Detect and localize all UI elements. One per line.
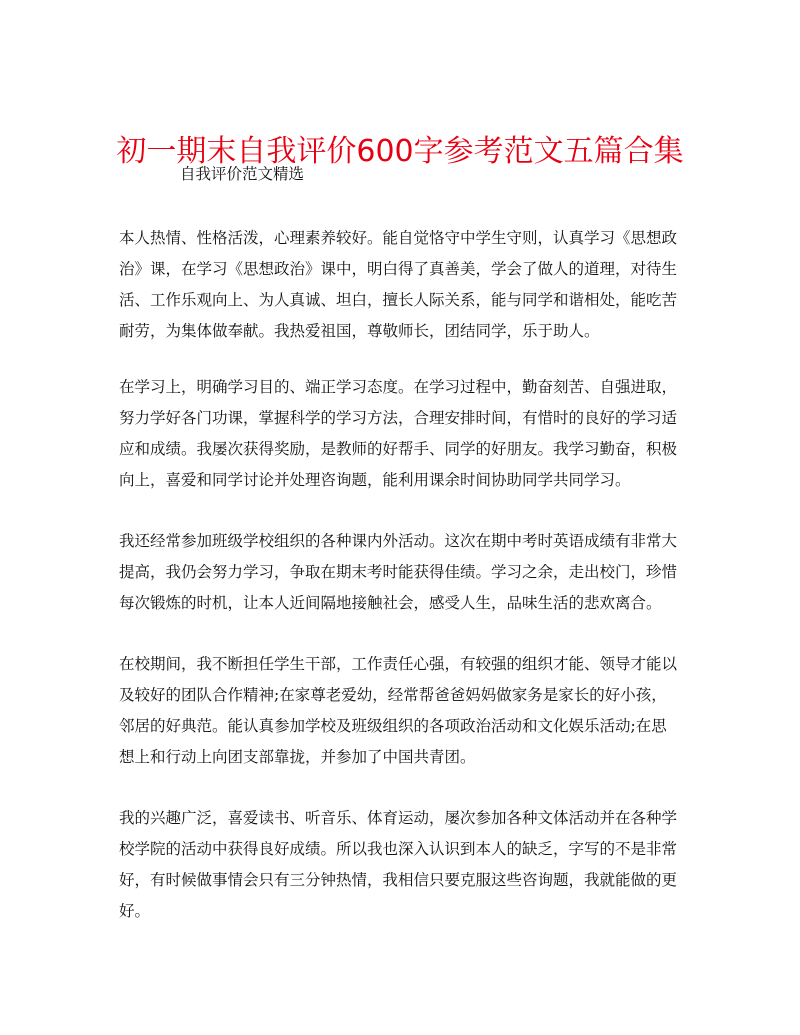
paragraph-line: 活、工作乐观向上、为人真诚、坦白，擅长人际关系，能与同学和谐相处，能吃苦 bbox=[119, 291, 678, 309]
paragraph-5 bbox=[119, 803, 691, 927]
paragraph-line: 应和成绩。我屡次获得奖励，是教师的好帮手、同学的好朋友。我学习勤奋，积极 bbox=[119, 440, 678, 458]
paragraph-line: 及较好的团队合作精神;在家尊老爱幼，经常帮爸爸妈妈做家务是家长的好小孩， bbox=[119, 686, 667, 704]
paragraph-line: 好，有时候做事情会只有三分钟热情，我相信只要克服这些咨询题，我就能做的更 bbox=[119, 871, 678, 889]
paragraph-line: 在学习上，明确学习目的、端正学习态度。在学习过程中，勤奋刻苦、自强进取， bbox=[119, 378, 678, 396]
paragraph-line: 每次锻炼的时机，让本人近间隔地接触社会，感受人生，品味生活的悲欢离合。 bbox=[119, 594, 662, 612]
paragraph-4 bbox=[119, 649, 691, 773]
paragraph-line: 想上和行动上向团支部靠拢，并参加了中国共青团。 bbox=[119, 748, 476, 766]
paragraph-line: 本人热情、性格活泼，心理素养较好。能自觉恪守中学生守则，认真学习《思想政 bbox=[119, 229, 678, 247]
paragraph-2 bbox=[119, 372, 691, 496]
paragraph-1 bbox=[119, 223, 691, 347]
paragraph-line: 治》课，在学习《思想政治》课中，明白得了真善美，学会了做人的道理，对待生 bbox=[119, 260, 678, 278]
page-subtitle: 自我评价范文精选 bbox=[180, 165, 305, 183]
paragraph-3 bbox=[119, 526, 691, 619]
paragraph-line: 向上，喜爱和同学讨论并处理咨询题，能利用课余时间协助同学共同学习。 bbox=[119, 471, 631, 489]
paragraph-line: 在校期间，我不断担任学生干部，工作责任心强，有较强的组织才能、领导才能以 bbox=[119, 655, 678, 673]
paragraph-line: 努力学好各门功课，掌握科学的学习方法，合理安排时间，有惜时的良好的学习适 bbox=[119, 409, 678, 427]
paragraph-line: 校学院的活动中获得良好成绩。所以我也深入认识到本人的缺乏，字写的不是非常 bbox=[119, 840, 678, 858]
paragraph-line: 耐劳，为集体做奉献。我热爱祖国，尊敬师长，团结同学，乐于助人。 bbox=[119, 322, 600, 340]
page-title: 初一期末自我评价600字参考范文五篇合集 bbox=[116, 134, 684, 170]
paragraph-line: 好。 bbox=[119, 902, 151, 920]
paragraph-line: 我还经常参加班级学校组织的各种课内外活动。这次在期中考时英语成绩有非常大 bbox=[119, 532, 678, 550]
paragraph-line: 我的兴趣广泛，喜爱读书、听音乐、体育运动，屡次参加各种文体活动并在各种学 bbox=[119, 809, 678, 827]
paragraph-line: 邻居的好典范。能认真参加学校及班级组织的各项政治活动和文化娱乐活动;在思 bbox=[119, 717, 667, 735]
paragraph-line: 提高，我仍会努力学习，争取在期末考时能获得佳绩。学习之余，走出校门，珍惜 bbox=[119, 563, 678, 581]
